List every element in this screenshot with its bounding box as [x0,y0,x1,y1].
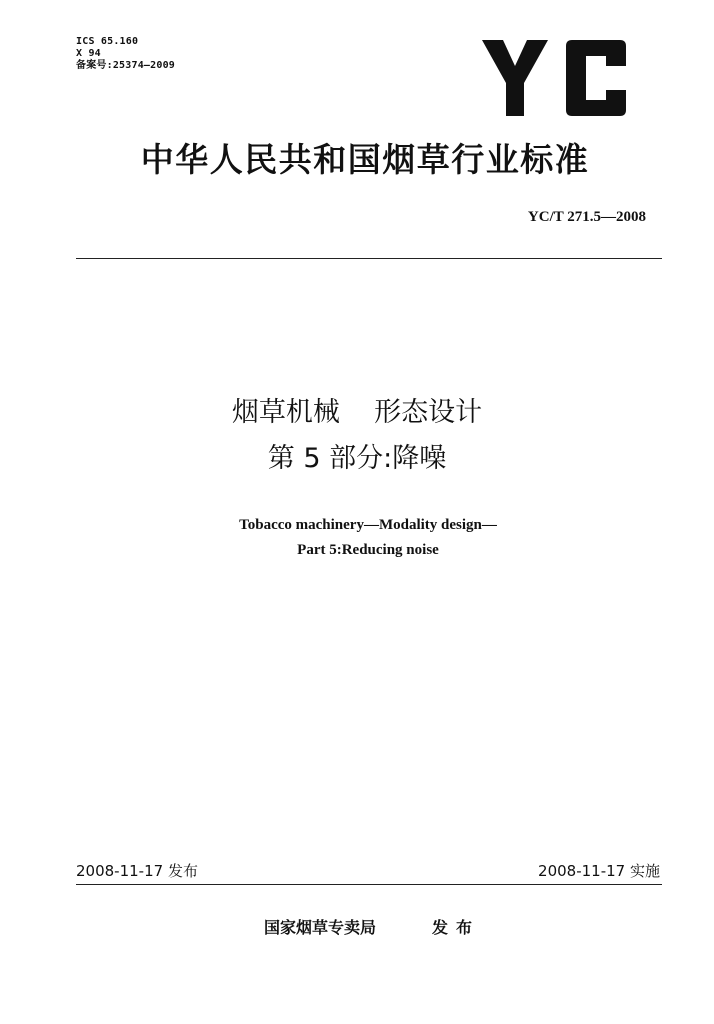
english-title-line-2: Part 5:Reducing noise [297,542,439,558]
top-divider [76,258,662,259]
implementation-date: 2008-11-17 实施 [538,862,660,880]
chinese-title-line-2: 第 5 部分:降噪 [267,443,447,474]
classification-code: X 94 [76,48,101,59]
issuing-action: 发布 [432,918,481,937]
bottom-divider [76,884,662,885]
issuing-authority: 国家烟草专卖局 [264,918,377,937]
filing-number: 备案号:25374—2009 [76,60,176,71]
standard-number: YC/T 271.5—2008 [527,209,646,225]
english-title-line-1: Tobacco machinery—Modality design— [239,517,497,533]
standard-category: 中华人民共和国烟草行业标准 [140,140,590,179]
ics-code: ICS 65.160 [76,36,139,47]
issue-date: 2008-11-17 发布 [76,862,198,880]
chinese-title-line-1: 烟草机械 形态设计 [231,397,483,428]
yc-logo [482,40,626,116]
